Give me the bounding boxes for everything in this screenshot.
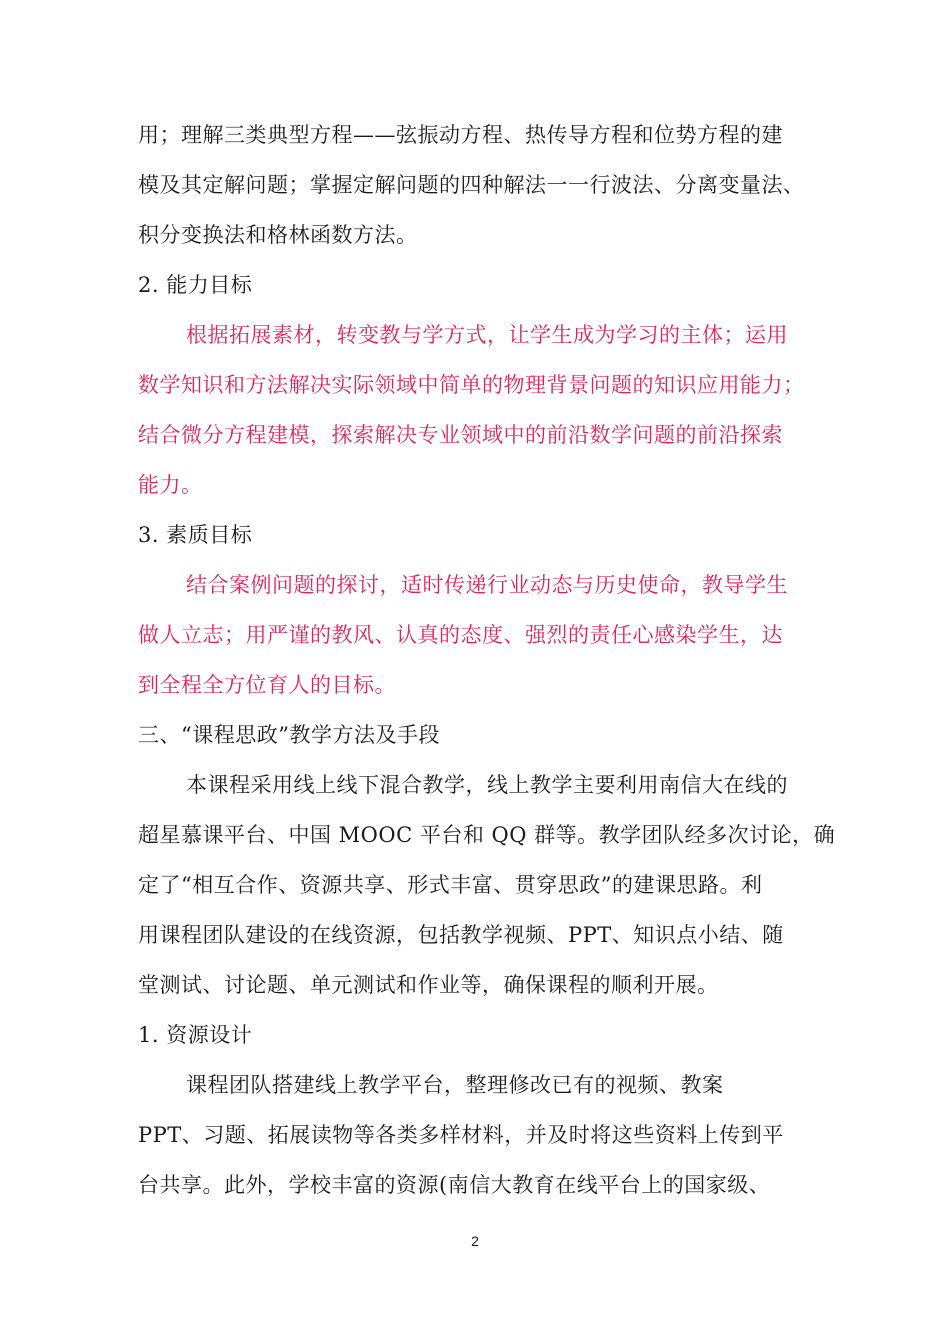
methods-heading: 三、“课程思政”教学方法及手段	[138, 723, 440, 747]
intro-line-1: 用；理解三类典型方程——弦振动方程、热传导方程和位势方程的建	[138, 123, 783, 147]
resources-line-3: 台共享。此外，学校丰富的资源(南信大教育在线平台上的国家级、	[138, 1173, 771, 1197]
ability-line-1: 根据拓展素材，转变教与学方式，让学生成为学习的主体；运用	[186, 323, 788, 347]
methods-line-5: 堂测试、讨论题、单元测试和作业等，确保课程的顺利开展。	[138, 973, 719, 997]
ability-line-4: 能力。	[138, 473, 203, 497]
quality-line-1: 结合案例问题的探讨，适时传递行业动态与历史使命，教导学生	[186, 573, 788, 597]
quality-line-2: 做人立志；用严谨的教风、认真的态度、强烈的责任心感染学生，达	[138, 623, 783, 647]
resources-line-1: 课程团队搭建线上教学平台，整理修改已有的视频、教案	[186, 1073, 724, 1097]
methods-line-1: 本课程采用线上线下混合教学，线上教学主要利用南信大在线的	[186, 773, 788, 797]
intro-line-2: 模及其定解问题；掌握定解问题的四种解法一一行波法、分离变量法、	[138, 173, 805, 197]
resources-line-2: PPT、习题、拓展读物等各类多样材料，并及时将这些资料上传到平	[138, 1123, 784, 1147]
intro-line-3: 积分变换法和格林函数方法。	[138, 223, 418, 247]
ability-line-2: 数学知识和方法解决实际领域中简单的物理背景问题的知识应用能力；	[138, 373, 805, 397]
quality-line-3: 到全程全方位育人的目标。	[138, 673, 396, 697]
quality-heading: 3. 素质目标	[138, 523, 253, 547]
methods-line-3: 定了“相互合作、资源共享、形式丰富、贯穿思政”的建课思路。利	[138, 873, 763, 897]
methods-line-4: 用课程团队建设的在线资源，包括教学视频、PPT、知识点小结、随	[138, 923, 784, 947]
resources-heading: 1. 资源设计	[138, 1023, 253, 1047]
page-number: 2	[471, 1233, 479, 1249]
ability-line-3: 结合微分方程建模，探索解决专业领域中的前沿数学问题的前沿探索	[138, 423, 783, 447]
methods-line-2: 超星慕课平台、中国 MOOC 平台和 QQ 群等。教学团队经多次讨论，确	[138, 823, 836, 847]
ability-heading: 2. 能力目标	[138, 273, 253, 297]
